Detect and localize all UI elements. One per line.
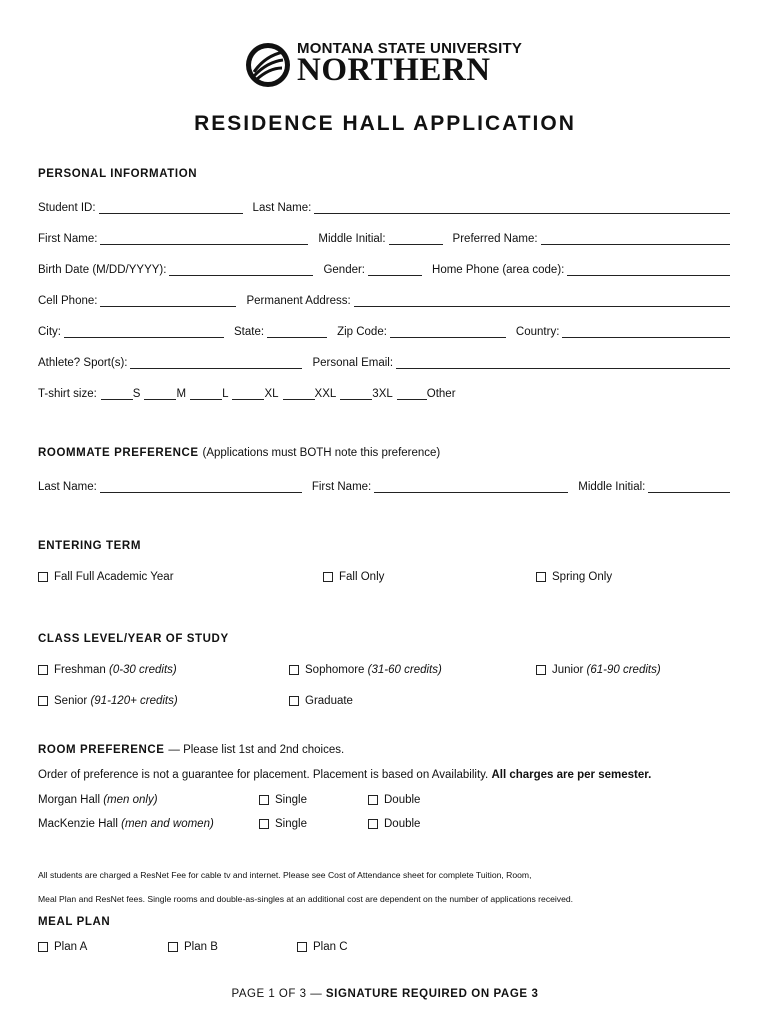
logo-line-2: NORTHERN xyxy=(297,52,491,88)
class-option-label: Junior xyxy=(552,664,584,676)
class-option-graduate[interactable] xyxy=(289,695,353,707)
class-option-label: Sophomore xyxy=(305,664,365,676)
student-id-field[interactable] xyxy=(99,201,243,214)
checkbox-icon[interactable] xyxy=(259,795,269,805)
roommate-last-name-field[interactable] xyxy=(100,480,302,493)
row-roommate-name xyxy=(38,477,730,493)
class-level-heading: CLASS LEVEL/YEAR OF STUDY xyxy=(38,633,229,645)
room-type-label: Single xyxy=(275,794,307,806)
tshirt-l-field[interactable] xyxy=(190,387,222,400)
checkbox-icon[interactable] xyxy=(38,942,48,952)
last-name-field[interactable] xyxy=(314,201,730,214)
roommate-last-name-label: Last Name: xyxy=(38,481,97,493)
meal-option-label: Plan A xyxy=(54,941,88,953)
home-phone-field[interactable] xyxy=(567,263,730,276)
tshirt-xl-field[interactable] xyxy=(232,387,264,400)
email-field[interactable] xyxy=(396,356,730,369)
resnet-note-line-1: All students are charged a ResNet Fee for cable tv and internet. Please see Cost of Attendance sheet for complete Tuition, Room, xyxy=(38,870,532,880)
checkbox-icon[interactable] xyxy=(297,942,307,952)
class-option-label: Graduate xyxy=(305,695,353,707)
tshirt-m-field[interactable] xyxy=(144,387,176,400)
last-name-label: Last Name: xyxy=(252,202,312,214)
row-first-name xyxy=(38,229,730,245)
term-option-label: Fall Full Academic Year xyxy=(54,571,174,583)
roommate-heading-title: ROOMMATE PREFERENCE xyxy=(38,447,199,459)
room-type-label: Double xyxy=(384,818,421,830)
term-option-label: Spring Only xyxy=(552,571,613,583)
checkbox-icon[interactable] xyxy=(289,665,299,675)
meal-option-plan-b[interactable] xyxy=(168,941,218,953)
class-option-credits: (0-30 credits) xyxy=(108,664,177,676)
room-preference-title: ROOM PREFERENCE xyxy=(38,744,165,756)
roommate-first-name-field[interactable] xyxy=(374,480,568,493)
morgan-double-option[interactable] xyxy=(368,794,420,806)
tshirt-m-label: M xyxy=(176,388,187,400)
home-phone-label: Home Phone (area code): xyxy=(432,264,565,276)
country-field[interactable] xyxy=(562,325,730,338)
meal-option-plan-c[interactable] xyxy=(297,941,348,953)
hall-name: Morgan Hall xyxy=(38,794,100,806)
row-city xyxy=(38,322,730,338)
term-option-fall-full[interactable] xyxy=(38,571,174,583)
class-option-credits: (91-120+ credits) xyxy=(90,695,178,707)
hall-note: (men and women) xyxy=(121,818,214,830)
university-logo xyxy=(245,40,535,92)
personal-info-heading: PERSONAL INFORMATION xyxy=(38,168,198,180)
class-option-credits: (31-60 credits) xyxy=(367,664,442,676)
athlete-label: Athlete? Sport(s): xyxy=(38,357,128,369)
tshirt-l-label: L xyxy=(222,388,229,400)
room-preference-heading xyxy=(38,744,344,756)
tshirt-size-label: T-shirt size: xyxy=(38,388,97,400)
meal-option-plan-a[interactable] xyxy=(38,941,87,953)
class-option-credits: (61-90 credits) xyxy=(586,664,661,676)
morgan-single-option[interactable] xyxy=(259,794,307,806)
resnet-note-line-2: Meal Plan and ResNet fees. Single rooms and double-as-singles at an additional cost are dependent on the number of applications received. xyxy=(38,894,574,904)
tshirt-s-field[interactable] xyxy=(101,387,133,400)
tshirt-3xl-label: 3XL xyxy=(372,388,393,400)
row-cell-phone xyxy=(38,291,730,307)
tshirt-3xl-field[interactable] xyxy=(340,387,372,400)
city-field[interactable] xyxy=(64,325,224,338)
checkbox-icon[interactable] xyxy=(536,665,546,675)
roommate-heading-note: (Applications must BOTH note this preference) xyxy=(202,447,441,459)
entering-term-heading: ENTERING TERM xyxy=(38,540,141,552)
hall-name: MacKenzie Hall xyxy=(38,818,118,830)
hall-mackenzie-label xyxy=(38,818,214,830)
hall-note: (men only) xyxy=(103,794,158,806)
meal-option-label: Plan B xyxy=(184,941,218,953)
city-label: City: xyxy=(38,326,61,338)
permanent-address-field[interactable] xyxy=(354,294,730,307)
roommate-heading xyxy=(38,447,440,459)
middle-initial-label: Middle Initial: xyxy=(318,233,386,245)
tshirt-s-label: S xyxy=(132,388,141,400)
footer-page-number: PAGE 1 OF 3 — xyxy=(231,988,323,1000)
term-option-fall-only[interactable] xyxy=(323,571,384,583)
checkbox-icon[interactable] xyxy=(368,819,378,829)
checkbox-icon[interactable] xyxy=(168,942,178,952)
class-option-sophomore[interactable] xyxy=(289,664,442,676)
checkbox-icon[interactable] xyxy=(38,572,48,582)
state-label: State: xyxy=(234,326,265,338)
gender-label: Gender: xyxy=(323,264,366,276)
class-option-junior[interactable] xyxy=(536,664,661,676)
footer-signature-note: SIGNATURE REQUIRED ON PAGE 3 xyxy=(325,988,539,1000)
university-seal-icon xyxy=(245,42,291,88)
term-option-spring-only[interactable] xyxy=(536,571,612,583)
row-tshirt-size xyxy=(38,384,538,400)
middle-initial-field[interactable] xyxy=(389,232,443,245)
cell-phone-field[interactable] xyxy=(100,294,236,307)
zip-field[interactable] xyxy=(390,325,506,338)
tshirt-xxl-field[interactable] xyxy=(283,387,315,400)
room-type-label: Double xyxy=(384,794,421,806)
meal-option-label: Plan C xyxy=(313,941,348,953)
tshirt-other-label: Other xyxy=(426,388,456,400)
page-title: RESIDENCE HALL APPLICATION xyxy=(194,112,576,135)
mackenzie-double-option[interactable] xyxy=(368,818,420,830)
preferred-name-label: Preferred Name: xyxy=(452,233,538,245)
row-athlete xyxy=(38,353,730,369)
room-type-label: Single xyxy=(275,818,307,830)
email-label: Personal Email: xyxy=(312,357,394,369)
roommate-middle-initial-field[interactable] xyxy=(648,480,730,493)
class-option-label: Senior xyxy=(54,695,88,707)
athlete-field[interactable] xyxy=(130,356,302,369)
cell-phone-label: Cell Phone: xyxy=(38,295,98,307)
checkbox-icon[interactable] xyxy=(536,572,546,582)
term-option-label: Fall Only xyxy=(339,571,385,583)
checkbox-icon[interactable] xyxy=(323,572,333,582)
first-name-label: First Name: xyxy=(38,233,98,245)
checkbox-icon[interactable] xyxy=(368,795,378,805)
class-option-senior[interactable] xyxy=(38,695,178,707)
row-birth-date xyxy=(38,260,730,276)
zip-label: Zip Code: xyxy=(337,326,387,338)
checkbox-icon[interactable] xyxy=(259,819,269,829)
checkbox-icon[interactable] xyxy=(289,696,299,706)
checkbox-icon[interactable] xyxy=(38,665,48,675)
first-name-field[interactable] xyxy=(100,232,308,245)
logo-line-1: MONTANA STATE UNIVERSITY xyxy=(297,40,523,57)
page-footer xyxy=(0,988,770,1000)
room-order-note xyxy=(38,769,651,781)
country-label: Country: xyxy=(515,326,560,338)
row-student-id xyxy=(38,198,730,214)
student-id-label: Student ID: xyxy=(38,202,96,214)
room-order-text: Order of preference is not a guarantee for placement. Placement is based on Availability. xyxy=(38,769,489,781)
preferred-name-field[interactable] xyxy=(541,232,730,245)
tshirt-xl-label: XL xyxy=(264,388,279,400)
roommate-first-name-label: First Name: xyxy=(311,481,372,493)
tshirt-xxl-label: XXL xyxy=(314,388,337,400)
mackenzie-single-option[interactable] xyxy=(259,818,307,830)
hall-morgan-label xyxy=(38,794,158,806)
state-field[interactable] xyxy=(267,325,327,338)
tshirt-other-field[interactable] xyxy=(397,387,427,400)
meal-plan-heading: MEAL PLAN xyxy=(38,916,111,928)
gender-field[interactable] xyxy=(368,263,422,276)
birth-date-label: Birth Date (M/DD/YYYY): xyxy=(38,264,167,276)
birth-date-field[interactable] xyxy=(169,263,313,276)
roommate-middle-initial-label: Middle Initial: xyxy=(578,481,646,493)
class-option-label: Freshman xyxy=(54,664,106,676)
permanent-address-label: Permanent Address: xyxy=(246,295,351,307)
checkbox-icon[interactable] xyxy=(38,696,48,706)
class-option-freshman[interactable] xyxy=(38,664,177,676)
room-preference-note: — Please list 1st and 2nd choices. xyxy=(168,744,345,756)
room-charges-note: All charges are per semester. xyxy=(491,769,652,781)
